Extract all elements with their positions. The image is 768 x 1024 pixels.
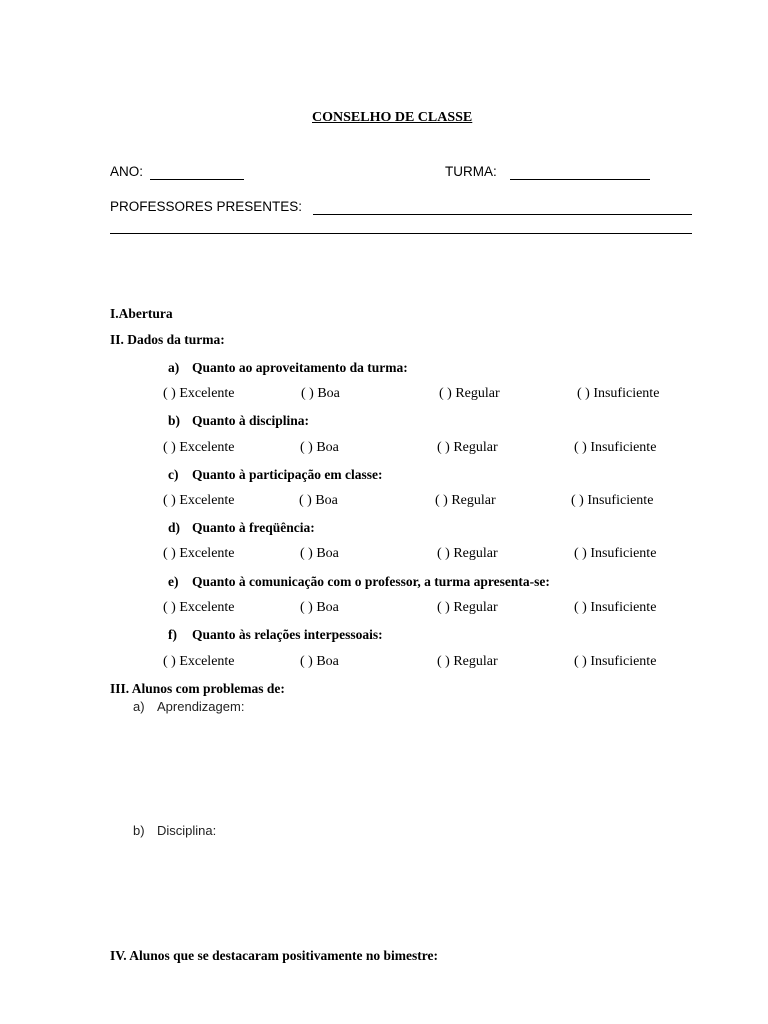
option-regular[interactable]: ( ) Regular (437, 600, 498, 615)
option-insuficiente[interactable]: ( ) Insuficiente (571, 493, 654, 508)
question-text: Quanto às relações interpessoais: (192, 627, 383, 642)
option-insuficiente[interactable]: ( ) Insuficiente (574, 600, 657, 615)
option-boa[interactable]: ( ) Boa (300, 440, 339, 455)
option-insuficiente[interactable]: ( ) Insuficiente (577, 386, 660, 401)
problem-label-aprendizagem: Aprendizagem: (157, 699, 245, 714)
document-title: CONSELHO DE CLASSE (312, 110, 473, 125)
question-marker: e) (168, 574, 179, 589)
option-insuficiente[interactable]: ( ) Insuficiente (574, 654, 657, 669)
option-excelente[interactable]: ( ) Excelente (163, 386, 235, 401)
professores-blank-line[interactable] (313, 214, 692, 215)
problem-label-disciplina: Disciplina: (157, 823, 217, 838)
section-alunos-com-problemas: III. Alunos com problemas de: (110, 681, 285, 696)
question-text: Quanto ao aproveitamento da turma: (192, 360, 408, 375)
question-text: Quanto à participação em classe: (192, 467, 383, 482)
option-excelente[interactable]: ( ) Excelente (163, 440, 235, 455)
question-marker: f) (168, 627, 177, 642)
turma-blank-line[interactable] (510, 179, 650, 180)
option-regular[interactable]: ( ) Regular (435, 493, 496, 508)
turma-label: TURMA: (445, 164, 497, 179)
ano-label: ANO: (110, 164, 144, 179)
option-boa[interactable]: ( ) Boa (300, 654, 339, 669)
option-regular[interactable]: ( ) Regular (437, 440, 498, 455)
option-insuficiente[interactable]: ( ) Insuficiente (574, 546, 657, 561)
question-text: Quanto à comunicação com o professor, a turma apresenta-se: (192, 574, 550, 589)
question-marker: c) (168, 467, 179, 482)
option-excelente[interactable]: ( ) Excelente (163, 493, 235, 508)
section-dados-da-turma: II. Dados da turma: (110, 332, 225, 347)
ano-blank-line[interactable] (150, 179, 244, 180)
problem-marker: b) (133, 823, 145, 838)
section-abertura: I.Abertura (110, 306, 173, 321)
option-boa[interactable]: ( ) Boa (300, 546, 339, 561)
option-excelente[interactable]: ( ) Excelente (163, 546, 235, 561)
question-marker: a) (168, 360, 180, 375)
option-regular[interactable]: ( ) Regular (439, 386, 500, 401)
option-boa[interactable]: ( ) Boa (299, 493, 338, 508)
problem-marker: a) (133, 699, 145, 714)
option-excelente[interactable]: ( ) Excelente (163, 654, 235, 669)
option-boa[interactable]: ( ) Boa (301, 386, 340, 401)
option-boa[interactable]: ( ) Boa (300, 600, 339, 615)
question-text: Quanto à freqüência: (192, 520, 315, 535)
question-text: Quanto à disciplina: (192, 413, 310, 428)
option-excelente[interactable]: ( ) Excelente (163, 600, 235, 615)
question-marker: b) (168, 413, 181, 428)
question-marker: d) (168, 520, 181, 535)
option-insuficiente[interactable]: ( ) Insuficiente (574, 440, 657, 455)
option-regular[interactable]: ( ) Regular (437, 654, 498, 669)
section-alunos-destaque: IV. Alunos que se destacaram positivamente no bimestre: (110, 948, 439, 963)
option-regular[interactable]: ( ) Regular (437, 546, 498, 561)
professores-blank-line-2[interactable] (110, 233, 692, 234)
professores-label: PROFESSORES PRESENTES: (110, 199, 303, 214)
